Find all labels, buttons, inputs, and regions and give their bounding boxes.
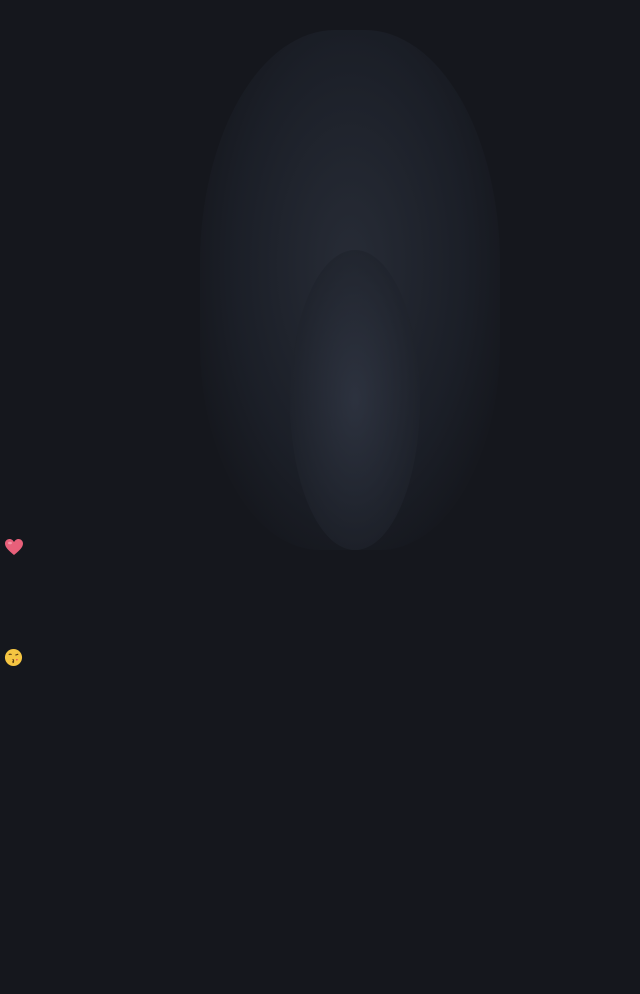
right-dashed-border (611, 80, 615, 910)
message-line (2, 338, 608, 360)
kiss-face-emoji-icon (4, 648, 23, 673)
message-line (2, 117, 608, 139)
paragraph-gap (2, 73, 608, 95)
message-line (2, 139, 608, 161)
message-line (2, 316, 608, 338)
message-line (2, 625, 608, 647)
top-dashed-border (68, 20, 568, 26)
message-line (2, 382, 608, 404)
farewell-line (2, 648, 608, 670)
message-line (2, 603, 608, 625)
message-line (2, 493, 608, 515)
paragraph-two (2, 581, 608, 647)
closing-line (2, 537, 608, 559)
message-line (2, 250, 608, 272)
paragraph-one (2, 95, 608, 537)
paragraph-gap (2, 559, 608, 581)
message-line (2, 471, 608, 493)
message-line (2, 95, 608, 117)
message-line (2, 449, 608, 471)
message-line (2, 360, 608, 382)
message-line (2, 272, 608, 294)
message-line (2, 405, 608, 427)
message-line (2, 581, 608, 603)
message-line (2, 228, 608, 250)
message-line (2, 515, 608, 537)
message-line (2, 294, 608, 316)
greeting-line (2, 51, 608, 73)
heart-emoji-icon (4, 538, 24, 562)
message-body (2, 51, 608, 670)
message-line (2, 184, 608, 206)
message-line (2, 206, 608, 228)
message-line (2, 161, 608, 183)
message-line (2, 427, 608, 449)
